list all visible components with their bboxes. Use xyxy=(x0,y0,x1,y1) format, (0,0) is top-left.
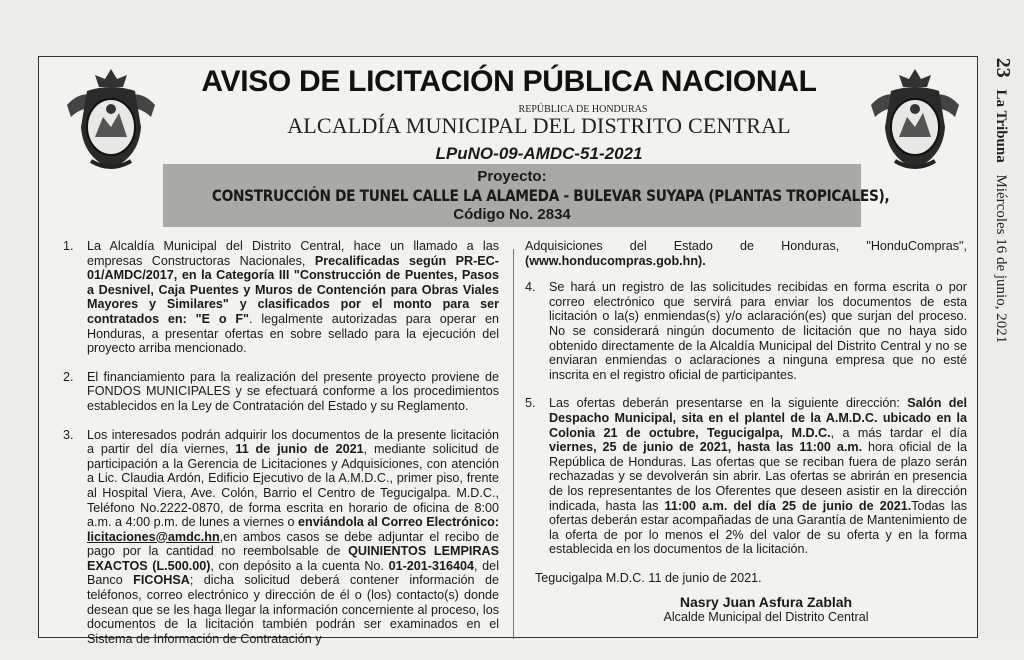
municipality-name: ALCALDÍA MUNICIPAL DEL DISTRITO CENTRAL xyxy=(287,113,791,138)
clause-4 xyxy=(525,280,967,382)
clause-3-text-g: , con depósito a la cuenta No. xyxy=(210,558,389,573)
clause-text xyxy=(549,396,967,557)
clause-5-text-g: Todas las ofertas deberán estar acompañadas de una Garantía de Mantenimiento de la oferta de por lo menos el 2% del valor de su oferta y en la forma establecida en los documentos de la licitación. xyxy=(549,498,968,557)
page-sidebar xyxy=(984,40,1022,360)
clause-1-text-c: . legalmente autorizadas para operar en Honduras, a presentar ofertas en sobre sellado para la ejecución del proyecto arriba mencionado. xyxy=(87,311,499,356)
clause-3-account: 01-201-316404 xyxy=(388,558,475,573)
clause-5-text-e: hora oficial de la República de Honduras. Las ofertas que se reciban fuera de plazo serán rechazadas y se devolverán sin abrir. Las ofertas se abrirán en presencia de los representantes de los Oferentes que deseen asistir en la dirección indicada, hasta las xyxy=(549,440,967,513)
clause-number: 4. xyxy=(525,280,536,295)
clause-text xyxy=(87,239,499,356)
clause-1-text-a: La Alcaldía Municipal del Distrito Central, hace un llamado a las empresas Constructoras Nacionales, xyxy=(87,239,499,268)
public-notice xyxy=(38,56,978,646)
issue-date: Miércoles 16 de junio, 2021 xyxy=(993,174,1010,343)
project-name: CONSTRUCCIÓN DE TUNEL CALLE LA ALAMEDA - BULEVAR SUYAPA (PLANTAS TROPICALES), xyxy=(211,186,890,205)
clause-3-bank: FICOHSA xyxy=(133,573,190,588)
clause-2 xyxy=(63,370,499,414)
column-divider xyxy=(513,249,514,639)
place-date: Tegucigalpa M.D.C. 11 de junio de 2021. xyxy=(535,570,762,585)
clause-5-text-c: , a más tardar el día xyxy=(830,425,967,440)
clause-number: 2. xyxy=(63,369,74,384)
project-label: Proyecto: xyxy=(477,168,547,185)
clause-1 xyxy=(63,239,499,356)
signer-role: Alcalde Municipal del Distrito Central xyxy=(663,610,869,625)
clause-number: 5. xyxy=(525,396,536,411)
right-column xyxy=(525,239,967,625)
clause-3-text-k: ; dicha solicitud deberá contener información de teléfonos, correo electrónico y dirección de él o (los) contacto(s) donde desean que se les haga llegar la información concerniente al proceso, los documentos de la licitación también podrán ser examinados en el Sistema de Información de Contratación y xyxy=(87,573,499,646)
email-link[interactable]: licitaciones@amdc.hn xyxy=(87,529,220,544)
signature-block xyxy=(565,595,967,624)
honducompras-link[interactable]: (www.honducompras.gob.hn). xyxy=(525,253,706,268)
clause-3-text-d: enviándola al Correo Electrónico: xyxy=(298,515,499,530)
clause-5 xyxy=(525,396,967,557)
clause-3 xyxy=(63,428,499,647)
left-column xyxy=(63,239,499,660)
clause-5-location: Salón del Despacho Municipal, sita en el plantel de la A.M.D.C. ubicado en la Colonia 21 de octubre, Tegucigalpa, M.D.C. xyxy=(549,396,968,440)
clause-text: Se hará un registro de las solicitudes recibidas en forma escrita o por correo electrónico que servirá para enviar los documentos de esta licitación o la(s) enmiendas(s) y/o aclaración(es) que surjan del proceso. No se considerará ningún documento de licitación que no haya sido obtenido directamente de la Alcaldía Municipal del Distrito Central y no se enviaran enmiendas o aclaraciones a ninguna empresa que no esté inscrita en el registro oficial de participantes. xyxy=(549,280,967,382)
newspaper-name: La Tribuna xyxy=(993,89,1010,163)
clause-5-deadline: viernes, 25 de junio de 2021, hasta las 11:00 a.m. xyxy=(549,440,863,455)
clause-text xyxy=(87,428,499,647)
clause-3-text-i: , del Banco xyxy=(87,558,499,588)
republic-label: REPÚBLICA DE HONDURAS xyxy=(518,104,648,115)
clause-5-text-a: Las ofertas deberán presentarse en la siguiente dirección: xyxy=(549,396,908,411)
tender-reference: LPuNO-09-AMDC-51-2021 xyxy=(435,144,643,163)
clause-1-text-b: Precalificadas según PR-EC-01/AMDC/2017, en la Categoría III "Construcción de Puentes, Pasos a Desnivel, Caja Puentes y Muros de Contención para Obras Viales Mayores y Similares" y clasificados por el monto para ser contratados en: "E o F" xyxy=(87,253,499,326)
clause-number: 1. xyxy=(63,239,74,253)
clause-3-amount: QUINIENTOS LEMPIRAS EXACTOS (L.500.00) xyxy=(87,544,499,573)
clause-3-continued xyxy=(525,239,967,268)
project-code: Código No. 2834 xyxy=(453,206,571,223)
notice-title: AVISO DE LICITACIÓN PÚBLICA NACIONAL xyxy=(201,65,817,98)
clause-text xyxy=(525,239,967,268)
project-banner xyxy=(163,164,890,227)
clause-number: 3. xyxy=(63,427,74,442)
clause-5-opening: 11:00 a.m. del día 25 de junio de 2021. xyxy=(664,498,912,513)
signer-name: Nasry Juan Asfura Zablah xyxy=(679,594,853,611)
clause-text: El financiamiento para la realización del presente proyecto proviene de FONDOS MUNICIPALES y se efectuará conforme a los procedimientos establecidos en la Ley de Contratación del Estado y su Reglamento. xyxy=(87,369,499,413)
clause-3-cont-text: Adquisiciones del Estado de Honduras, "HonduCompras", xyxy=(525,239,967,253)
clause-3-date: 11 de junio de 2021 xyxy=(235,442,364,457)
clause-3-text-a: Los interesados podrán adquirir los documentos de la presente licitación a partir del día viernes, xyxy=(87,427,499,457)
clause-3-text-c: , mediante solicitud de participación a la Gerencia de Licitaciones y Adquisiciones, con atención a Lic. Claudia Ardón, Edificio Ejecutivo de la A.M.D.C., primer piso, frente al Hospital Viera, Ave. Colón, Barrio el Centro de Tegucigalpa. M.D.C., Teléfono No.2222-0870, de forma escrita en horario de oficina de 8:00 a.m. a 4:00 p.m. de lunes a viernes o xyxy=(87,442,500,530)
clause-3-text-e: ,en ambos casos se debe adjuntar el recibo de pago por la cantidad no reembolsable de xyxy=(87,529,499,559)
page-number: 23 xyxy=(992,57,1015,78)
